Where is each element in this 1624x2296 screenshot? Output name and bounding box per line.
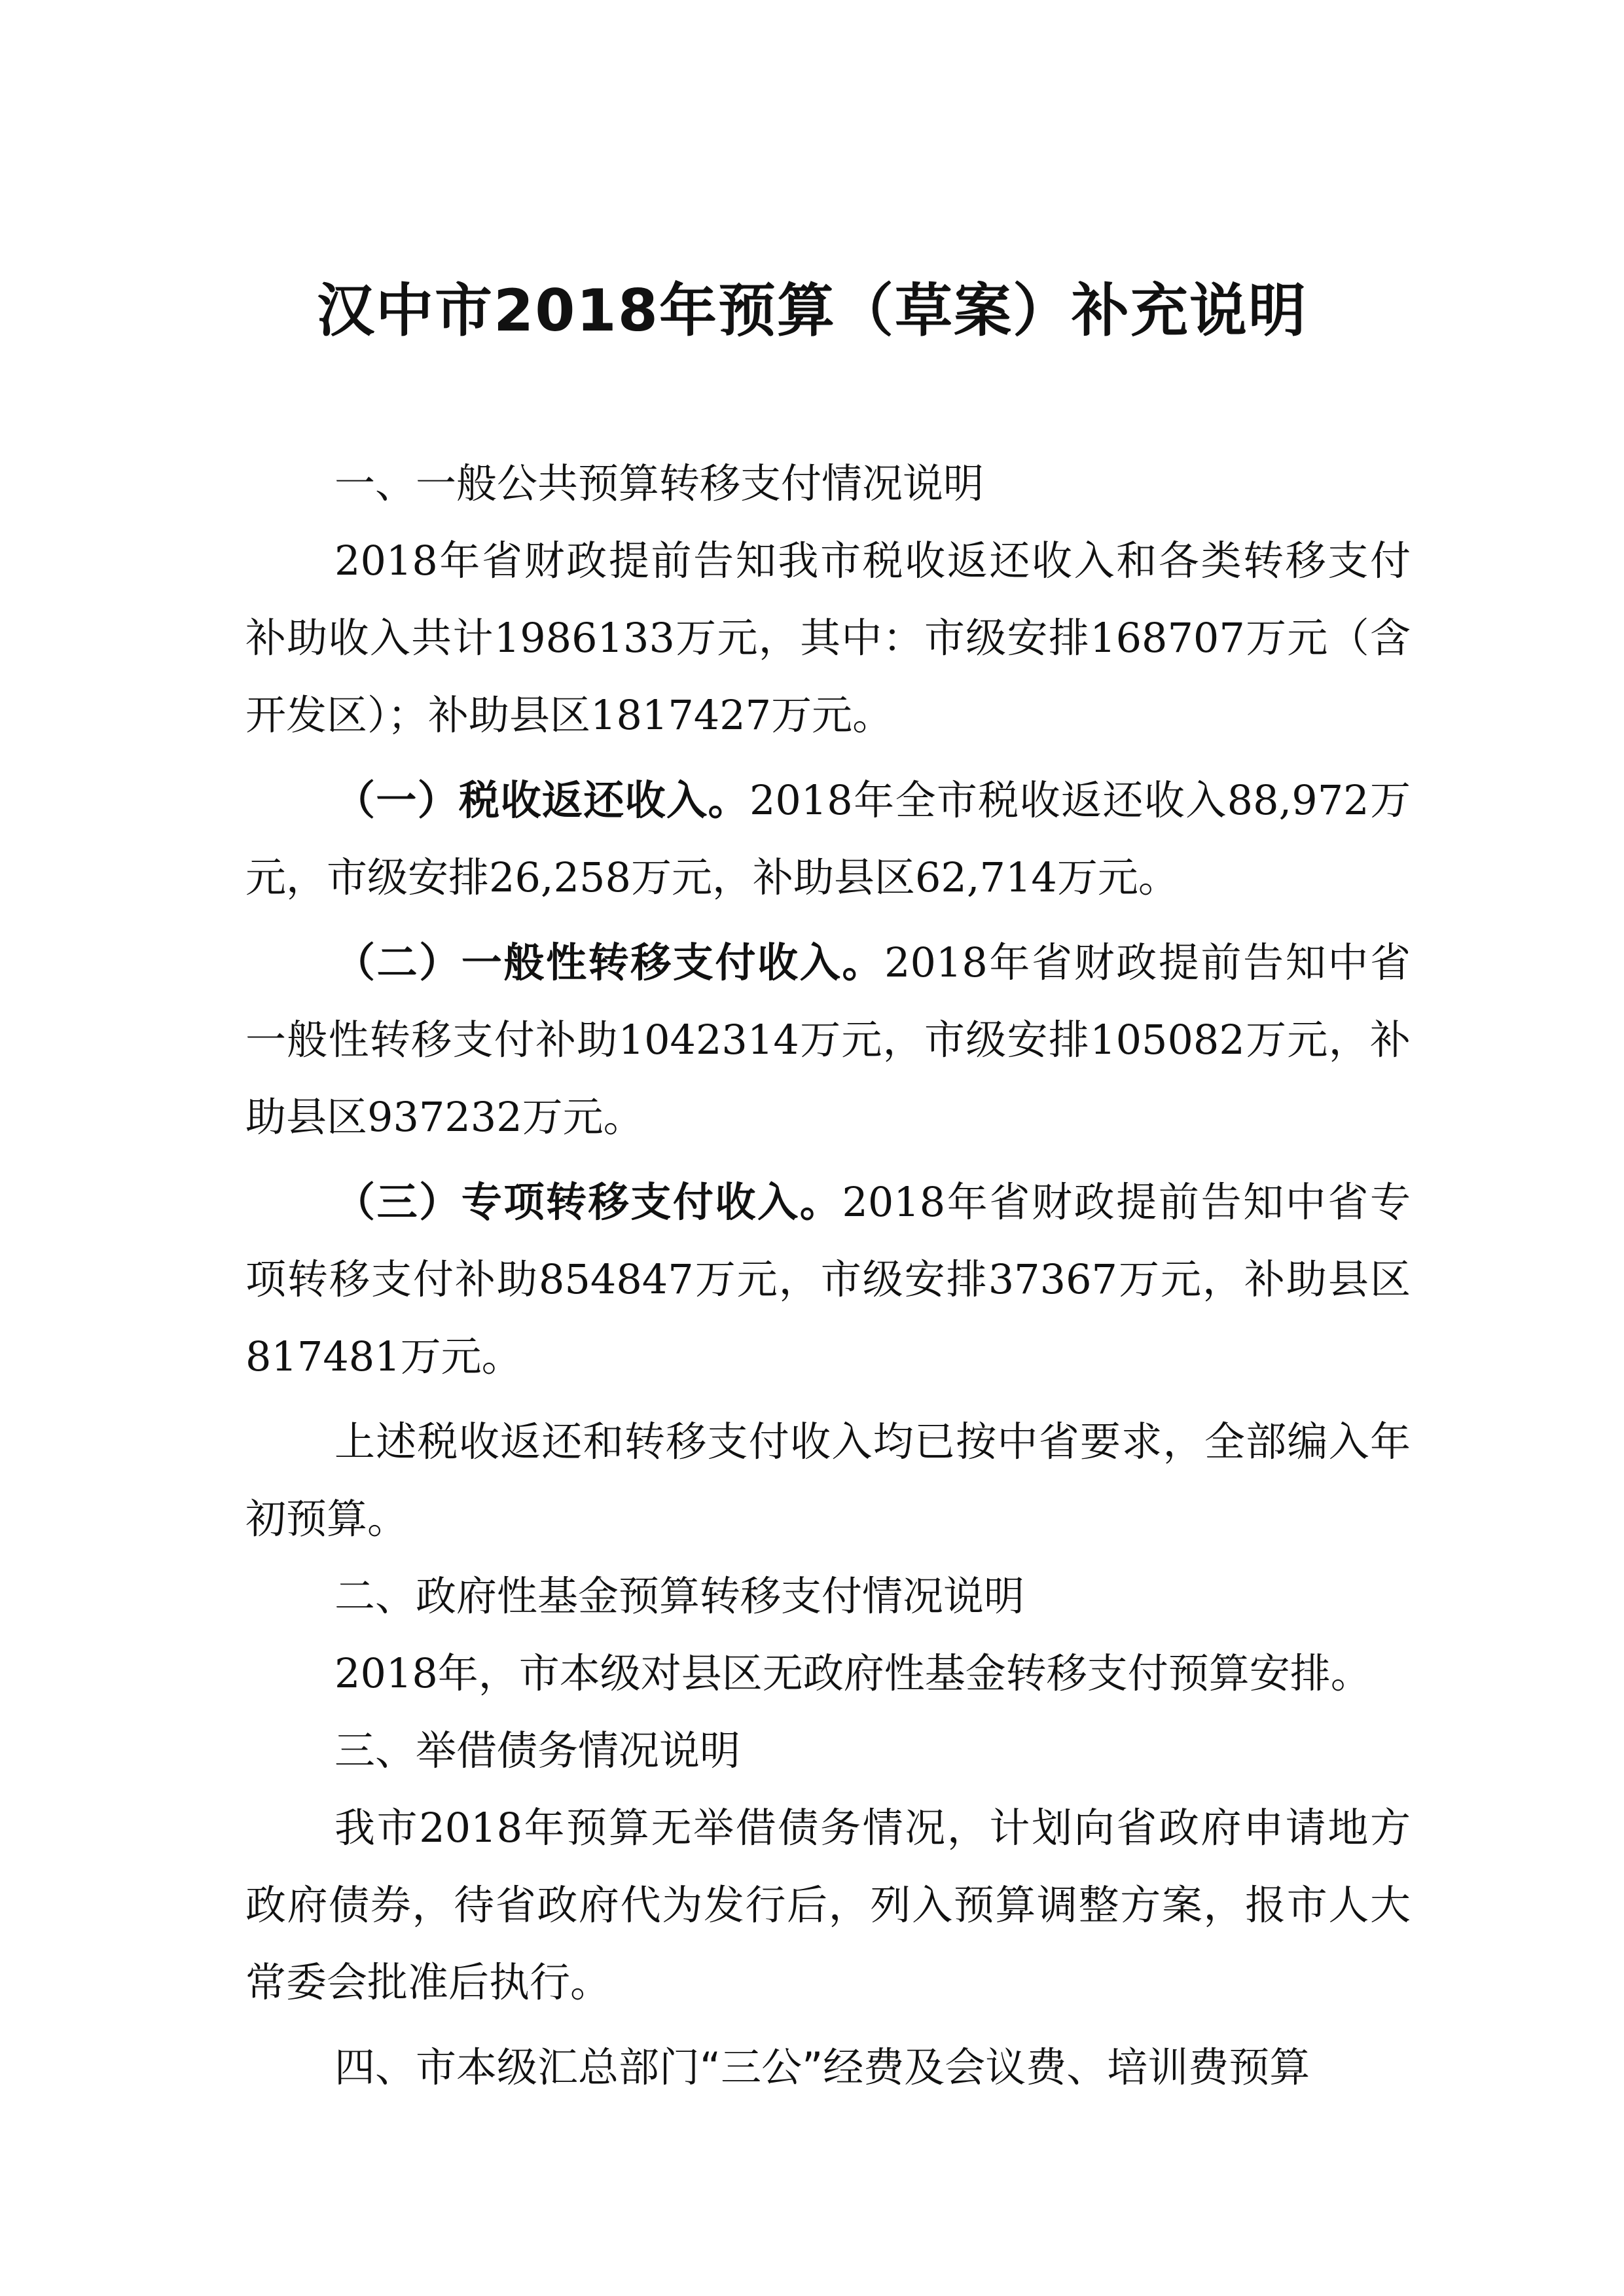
document-body bbox=[245, 445, 1411, 2106]
document-title: 汉中市2018年预算（草案）补充说明 bbox=[317, 277, 1307, 344]
section-1-heading: 一、一般公共预算转移支付情况说明 bbox=[334, 459, 984, 507]
section-1-intro: 2018年省财政提前告知我市税收返还收入和各类转移支付补助收入共计1986133万元，其中：市级安排168707万元（含开发区）；补助县区1817427万元。 bbox=[245, 537, 1411, 739]
item-3-text: 2018年省财政提前告知中省专项转移支付补助854847万元，市级安排37367万元，补助县区817481万元。 bbox=[245, 1178, 1411, 1380]
section-1-item-3 bbox=[245, 1164, 1411, 1395]
section-1-closing: 上述税收返还和转移支付收入均已按中省要求，全部编入年初预算。 bbox=[245, 1418, 1411, 1543]
section-1-item-1 bbox=[245, 762, 1411, 916]
item-1-text: 2018年全市税收返还收入88,972万元，市级安排26,258万元，补助县区62,714万元。 bbox=[245, 776, 1411, 901]
section-2-heading: 二、政府性基金预算转移支付情况说明 bbox=[334, 1572, 1025, 1620]
section-3-text: 我市2018年预算无举借债务情况，计划向省政府申请地方政府债券，待省政府代为发行后，列入预算调整方案，报市人大常委会批准后执行。 bbox=[245, 1804, 1411, 2006]
section-1-item-2 bbox=[245, 924, 1411, 1156]
item-3-lead: （三）专项转移支付收入。 bbox=[334, 1178, 842, 1226]
section-3-heading: 三、举借债务情况说明 bbox=[334, 1727, 741, 1774]
item-2-lead: （二）一般性转移支付收入。 bbox=[334, 939, 885, 986]
section-4-heading: 四、市本级汇总部门“三公”经费及会议费、培训费预算 bbox=[334, 2043, 1310, 2091]
section-2-text: 2018年，市本级对县区无政府性基金转移支付预算安排。 bbox=[334, 1649, 1371, 1697]
item-2-text: 2018年省财政提前告知中省一般性转移支付补助1042314万元，市级安排105082万元，补助县区937232万元。 bbox=[245, 939, 1411, 1141]
item-1-lead: （一）税收返还收入。 bbox=[334, 776, 749, 824]
